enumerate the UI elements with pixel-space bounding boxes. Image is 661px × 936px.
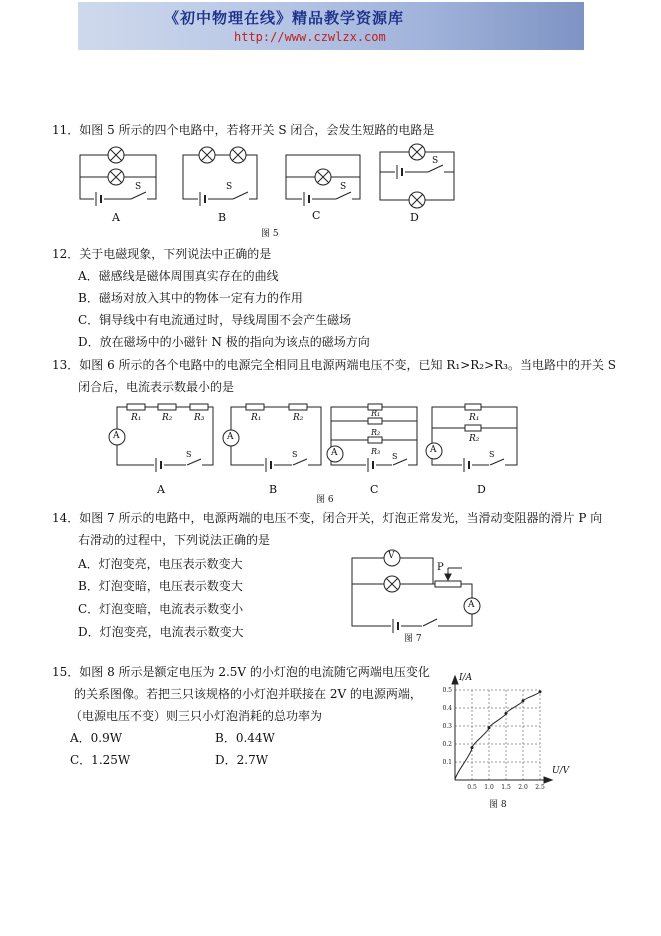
series-line (455, 692, 540, 780)
figure-6-caption: 图 6 (316, 495, 334, 505)
q14-stem-line2: 右滑动的过程中，下列说法正确的是 (78, 533, 271, 547)
x-tick-label: 0.5 (467, 784, 477, 791)
data-point (539, 690, 542, 693)
data-point (522, 699, 525, 702)
q12-option-d[interactable]: D．放在磁场中的小磁针 N 极的指向为该点的磁场方向 (78, 335, 370, 349)
banner-title: 《初中物理在线》精品教学资源库 (164, 9, 405, 27)
q12-option-c[interactable]: C．铜导线中有电流通过时，导线周围不会产生磁场 (78, 313, 352, 327)
q15-option-a[interactable]: A．0.9W (70, 731, 123, 745)
switch-label: S (392, 452, 398, 461)
r1-label: R₁ (131, 413, 142, 423)
fig5-label-c: C (312, 209, 321, 222)
x-tick-label: 1.0 (484, 784, 494, 791)
r1-label: R₁ (251, 413, 262, 423)
q14-option-b[interactable]: B．灯泡变暗，电压表示数变大 (78, 579, 243, 593)
x-axis-label: U/V (552, 766, 570, 776)
slider-label: P (437, 562, 444, 573)
y-tick-label: 0.1 (442, 759, 452, 766)
q11-stem: 11．如图 5 所示的四个电路中，若将开关 S 闭合，会发生短路的电路是 (52, 123, 435, 137)
figure-7-caption: 图 7 (404, 634, 422, 644)
fig5-label-d: D (410, 211, 419, 224)
y-tick-label: 0.2 (442, 741, 452, 748)
fig6-label-c: C (370, 483, 379, 496)
q14-option-d[interactable]: D．灯泡变亮，电流表示数变大 (78, 625, 244, 639)
r1-label: R₁ (371, 409, 381, 418)
fig6-label-a: A (157, 483, 165, 496)
q15-option-b[interactable]: B．0.44W (215, 731, 275, 745)
chart-ticks (442, 687, 544, 791)
y-axis-label: I/A (459, 673, 473, 683)
y-axis-arrow (452, 676, 458, 684)
data-point (471, 746, 474, 749)
q13-stem-line2: 闭合后，电流表示数最小的是 (78, 380, 235, 394)
switch-label: S (186, 450, 192, 459)
switch-label: S (226, 182, 233, 192)
switch-label: S (489, 450, 495, 459)
voltmeter-icon: V (388, 551, 395, 561)
chart-grid (455, 690, 540, 780)
x-axis-arrow (544, 777, 552, 783)
ammeter-icon: A (113, 431, 120, 441)
q15-option-c[interactable]: C．1.25W (70, 753, 131, 767)
figure-8-caption: 图 8 (489, 800, 507, 810)
q15-option-d[interactable]: D．2.7W (215, 753, 269, 767)
q12-option-b[interactable]: B．磁场对放入其中的物体一定有力的作用 (78, 291, 303, 305)
chart-series (455, 690, 542, 780)
q14-option-a[interactable]: A．灯泡变亮，电压表示数变大 (78, 557, 243, 571)
figure-5-caption: 图 5 (261, 229, 279, 239)
switch-label: S (340, 182, 347, 192)
q12-stem: 12．关于电磁现象，下列说法中正确的是 (52, 247, 272, 261)
q15-stem-line2: 的关系图像。若把三只该规格的小灯泡并联接在 2V 的电源两端， (74, 687, 422, 701)
chart-axes (452, 676, 552, 783)
fig5-label-b: B (218, 211, 227, 224)
y-tick-label: 0.5 (442, 687, 452, 694)
ammeter-icon: A (430, 445, 437, 455)
switch-label: S (135, 182, 142, 192)
r3-label: R₃ (371, 447, 381, 456)
q13-stem-line1: 13．如图 6 所示的各个电路中的电源完全相同且电源两端电压不变，已知 R₁>R₂>R₃。当电路中的开关 S (52, 358, 617, 372)
q14-option-c[interactable]: C．灯泡变暗，电流表示数变小 (78, 602, 244, 616)
ammeter-icon: A (331, 448, 338, 458)
data-point (505, 712, 508, 715)
q14-stem-line1: 14．如图 7 所示的电路中，电源两端的电压不变，闭合开关，灯泡正常发光，当滑动变阻器的滑片 P 向 (52, 511, 603, 525)
r2-label: R₂ (469, 434, 480, 444)
x-tick-label: 2.0 (518, 784, 528, 791)
data-point (488, 726, 491, 729)
switch-label: S (432, 156, 439, 166)
x-tick-label: 2.5 (535, 784, 545, 791)
r1-label: R₁ (469, 413, 480, 423)
fig6-label-b: B (269, 483, 278, 496)
r2-label: R₂ (293, 413, 304, 423)
x-tick-label: 1.5 (501, 784, 511, 791)
y-tick-label: 0.3 (442, 723, 452, 730)
q12-option-a[interactable]: A．磁感线是磁体周围真实存在的曲线 (78, 269, 279, 283)
r3-label: R₃ (194, 413, 205, 423)
ammeter-icon: A (468, 600, 475, 610)
r2-label: R₂ (162, 413, 173, 423)
y-tick-label: 0.4 (442, 705, 452, 712)
q15-stem-line1: 15．如图 8 所示是额定电压为 2.5V 的小灯泡的电流随它两端电压变化 (52, 665, 430, 679)
r2-label: R₂ (371, 428, 381, 437)
switch-label: S (292, 450, 298, 459)
q15-stem-line3: （电源电压不变）则三只小灯泡消耗的总功率为 (70, 709, 323, 723)
fig5-label-a: A (112, 211, 120, 224)
fig6-label-d: D (477, 483, 486, 496)
ammeter-icon: A (227, 432, 234, 442)
banner-url[interactable]: http://www.czwlzx.com (234, 30, 386, 44)
